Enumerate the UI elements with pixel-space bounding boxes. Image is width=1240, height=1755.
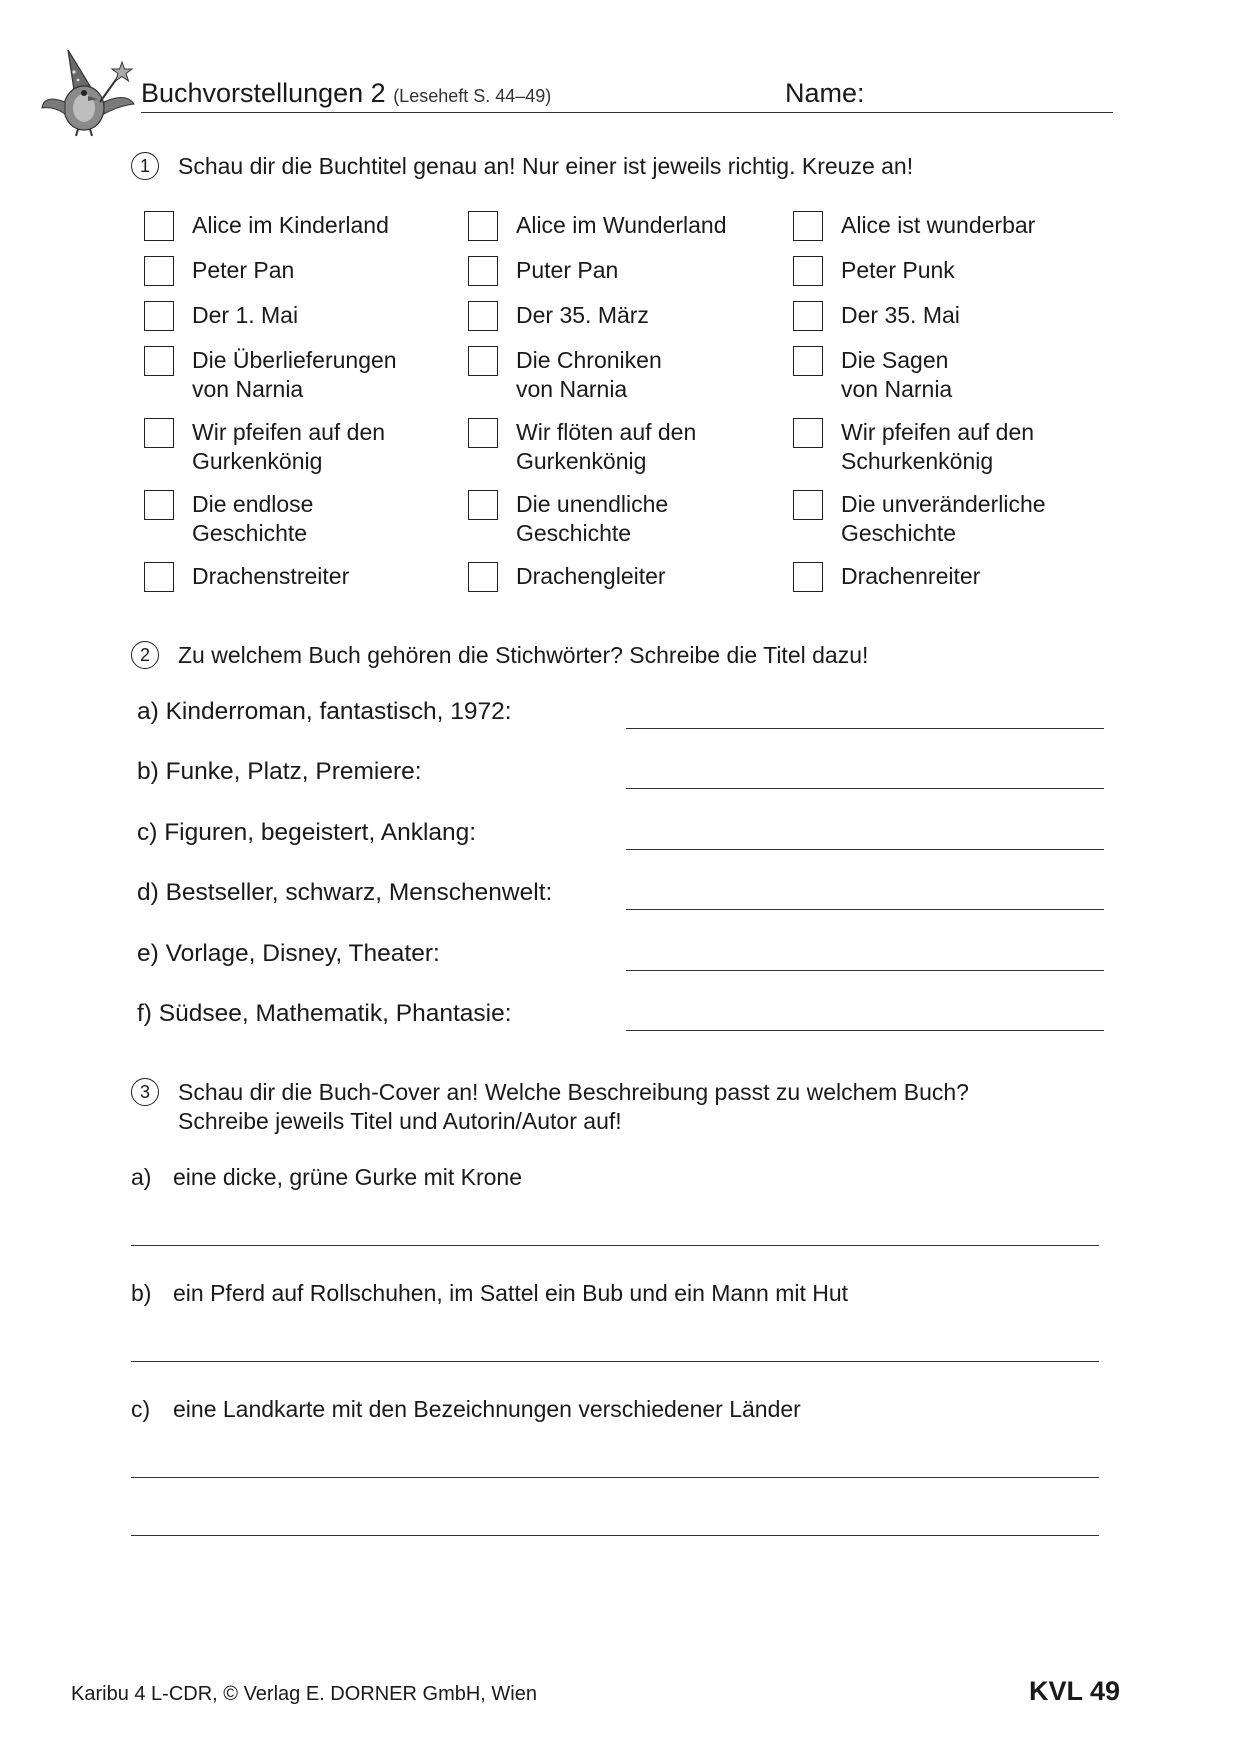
task1-number: 1 <box>131 152 159 180</box>
option-label-line1: Puter Pan <box>516 257 619 283</box>
keyword-label: d) Bestseller, schwarz, Menschenwelt: <box>137 879 553 907</box>
option-checkbox[interactable] <box>468 256 498 286</box>
option-checkbox[interactable] <box>468 301 498 331</box>
option-label <box>516 346 662 404</box>
keyword-label: a) Kinderroman, fantastisch, 1972: <box>137 698 512 725</box>
answer-line[interactable] <box>626 788 1104 789</box>
option-label <box>516 256 618 285</box>
answer-line[interactable] <box>626 849 1104 850</box>
option-label-line2: Gurkenkönig <box>516 448 647 474</box>
option-label-line1: Die endlose <box>192 491 314 517</box>
option-label-line2: von Narnia <box>841 376 953 402</box>
option-checkbox[interactable] <box>144 562 174 592</box>
answer-line[interactable] <box>131 1361 1099 1362</box>
answer-line[interactable] <box>131 1535 1099 1536</box>
option-label <box>841 256 955 285</box>
option-label <box>516 490 668 548</box>
option-checkbox[interactable] <box>793 490 823 520</box>
task3-instruction-line1: Schau dir die Buch-Cover an! Welche Beschreibung passt zu welchem Buch? <box>178 1079 969 1105</box>
answer-line[interactable] <box>626 1030 1104 1031</box>
option-label-line1: Die Überlieferungen <box>192 347 397 373</box>
answer-line[interactable] <box>626 970 1104 971</box>
option-label <box>192 418 385 476</box>
task2-number: 2 <box>131 641 159 669</box>
cover-description <box>131 1280 848 1307</box>
option-label-line2: von Narnia <box>516 376 628 402</box>
keyword-label: c) Figuren, begeistert, Anklang: <box>137 818 477 846</box>
option-label <box>192 301 298 330</box>
option-checkbox[interactable] <box>793 256 823 286</box>
option-label <box>841 562 980 591</box>
option-label-line1: Drachengleiter <box>516 563 666 589</box>
cover-text: eine Landkarte mit den Bezeichnungen verschiedener Länder <box>173 1396 801 1422</box>
option-label-line1: Alice ist wunderbar <box>841 212 1036 238</box>
option-label-line1: Drachenreiter <box>841 563 981 589</box>
wizard-bird-icon <box>38 46 142 138</box>
keyword-label: b) Funke, Platz, Premiere: <box>137 758 422 786</box>
title-text: Buchvorstellungen 2 <box>141 78 386 108</box>
option-label-line2: Geschichte <box>192 520 308 546</box>
task1-instruction: Schau dir die Buchtitel genau an! Nur einer ist jeweils richtig. Kreuze an! <box>178 153 914 179</box>
option-label-line1: Der 35. Mai <box>841 302 960 328</box>
option-checkbox[interactable] <box>144 418 174 448</box>
option-label <box>516 301 649 330</box>
option-label-line1: Alice im Kinderland <box>192 212 389 238</box>
option-label-line1: Drachenstreiter <box>192 563 350 589</box>
option-label-line2: Geschichte <box>516 520 632 546</box>
answer-line[interactable] <box>131 1245 1099 1246</box>
option-label-line2: Geschichte <box>841 520 957 546</box>
cover-letter: b) <box>131 1280 152 1306</box>
answer-line[interactable] <box>626 728 1104 729</box>
keyword-label: e) Vorlage, Disney, Theater: <box>137 939 440 967</box>
option-checkbox[interactable] <box>144 211 174 241</box>
option-checkbox[interactable] <box>144 256 174 286</box>
option-checkbox[interactable] <box>793 562 823 592</box>
option-checkbox[interactable] <box>144 301 174 331</box>
option-label-line1: Peter Pan <box>192 257 295 283</box>
option-checkbox[interactable] <box>468 346 498 376</box>
task2-instruction: Zu welchem Buch gehören die Stichwörter? Schreibe die Titel dazu! <box>178 642 869 668</box>
page-title <box>141 78 551 109</box>
option-label-line1: Wir pfeifen auf den <box>841 419 1035 445</box>
option-label <box>516 211 727 240</box>
cover-description <box>131 1396 801 1423</box>
option-label-line2: Gurkenkönig <box>192 448 323 474</box>
option-label <box>841 418 1034 476</box>
name-label: Name: <box>785 78 865 108</box>
option-label-line1: Alice im Wunderland <box>516 212 727 238</box>
option-checkbox[interactable] <box>793 418 823 448</box>
option-label <box>192 562 349 591</box>
task3-instruction-line2: Schreibe jeweils Titel und Autorin/Autor auf! <box>178 1108 622 1134</box>
option-label-line2: Schurkenkönig <box>841 448 994 474</box>
name-line[interactable] <box>141 112 1113 113</box>
option-checkbox[interactable] <box>793 346 823 376</box>
option-label-line1: Wir pfeifen auf den <box>192 419 386 445</box>
option-checkbox[interactable] <box>793 301 823 331</box>
footer-page-code: KVL 49 <box>1029 1676 1121 1706</box>
option-label-line1: Die unendliche <box>516 491 669 517</box>
answer-line[interactable] <box>626 909 1104 910</box>
keyword-label: f) Südsee, Mathematik, Phantasie: <box>137 1000 512 1027</box>
cover-text: ein Pferd auf Rollschuhen, im Sattel ein Bub und ein Mann mit Hut <box>173 1280 849 1306</box>
option-label <box>192 490 313 548</box>
option-label-line1: Wir flöten auf den <box>516 419 697 445</box>
option-label-line1: Peter Punk <box>841 257 955 283</box>
cover-text: eine dicke, grüne Gurke mit Krone <box>173 1164 523 1190</box>
cover-letter: a) <box>131 1164 152 1190</box>
cover-letter: c) <box>131 1396 151 1422</box>
option-label <box>192 211 389 240</box>
option-label-line1: Die Chroniken <box>516 347 662 373</box>
option-checkbox[interactable] <box>468 490 498 520</box>
title-subtitle: (Leseheft S. 44–49) <box>393 86 552 106</box>
option-label <box>841 346 952 404</box>
option-label <box>841 211 1035 240</box>
option-label-line1: Die unveränderliche <box>841 491 1046 517</box>
task3-number: 3 <box>131 1078 159 1106</box>
option-label <box>516 418 696 476</box>
answer-line[interactable] <box>131 1477 1099 1478</box>
option-label <box>192 256 294 285</box>
option-label <box>841 301 960 330</box>
option-checkbox[interactable] <box>793 211 823 241</box>
option-label-line1: Der 1. Mai <box>192 302 299 328</box>
option-label <box>841 490 1046 548</box>
cover-description <box>131 1164 522 1191</box>
option-checkbox[interactable] <box>144 346 174 376</box>
option-label <box>192 346 397 404</box>
option-checkbox[interactable] <box>468 211 498 241</box>
option-label-line1: Der 35. März <box>516 302 649 328</box>
footer-copyright: Karibu 4 L-CDR, © Verlag E. DORNER GmbH, Wien <box>71 1683 537 1705</box>
option-checkbox[interactable] <box>468 418 498 448</box>
option-label-line1: Die Sagen <box>841 347 949 373</box>
option-checkbox[interactable] <box>468 562 498 592</box>
option-label <box>516 562 666 591</box>
option-checkbox[interactable] <box>144 490 174 520</box>
option-label-line2: von Narnia <box>192 376 304 402</box>
